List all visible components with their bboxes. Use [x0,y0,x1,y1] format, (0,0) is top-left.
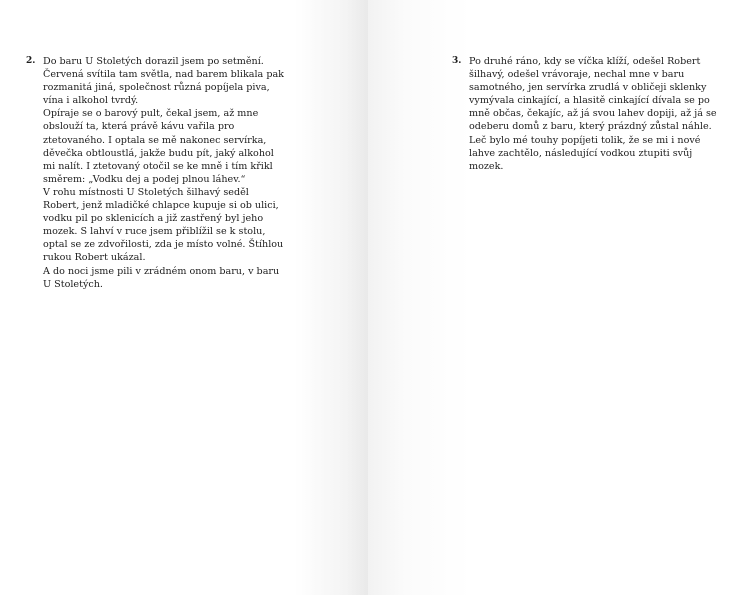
text-line: samotného, jen servírka zrudlá v obličeji sklenky [469,82,707,94]
text-line: Červená svítila tam světla, nad barem blikala pak [43,69,284,81]
text-line: Do baru U Stoletých dorazil jsem po setmění. [43,56,264,67]
section-text [43,55,284,291]
text-line: Po druhé ráno, kdy se víčka klíží, odešel Robert [469,56,701,67]
text-line: A do noci jsme pili v zrádném onom baru, v baru [43,265,280,277]
text-line: vína i alkohol tvrdý. [43,95,139,107]
text-line: odeberu domů z baru, který prázdný zůstal náhle. [469,121,712,133]
text-line: lahve zachtělo, následující vodkou ztupiti svůj [469,147,693,159]
text-line: směrem: „Vodku dej a podej plnou láhev.“ [43,173,246,185]
text-line: Robert, jenž mladičké chlapce kupuje si ob ulici, [43,200,279,212]
text-line: optal se ze zdvořilosti, zda je místo volné. Štíhlou [43,239,284,251]
text-line: vodku pil po sklenicích a již zastřený byl jeho [43,213,264,225]
text-line: rozmanitá jiná, společnost různá popíjela piva, [43,82,270,94]
section-number: 2. [26,56,36,66]
text-line: ztetovaného. I optala se mě nakonec servírka, [43,134,267,146]
text-line: mi nalít. I ztetovaný otočil se ke mně i tím křikl [43,160,273,172]
text-line: děvečka obtloustlá, jakže budu pít, jaký alkohol [43,147,274,159]
text-line: mozek. [469,160,504,172]
text-line: mně občas, čekajíc, až já svou lahev dopiji, až já se [469,108,717,120]
text-line: mozek. S lahví v ruce jsem přiblížil se k stolu, [43,226,266,238]
text-line: vymývala cinkající, a hlasitě cinkající dívala se po [469,95,710,107]
section-number: 3. [452,56,462,66]
section-text [469,55,717,173]
text-line: Opíraje se o barový pult, čekal jsem, až mne [43,108,259,120]
left-page [0,0,368,595]
text-line: rukou Robert ukázal. [43,252,146,264]
text-line: V rohu místnosti U Stoletých šilhavý seděl [43,186,249,198]
text-line: U Stoletých. [43,278,103,290]
text-line: obslouží ta, která právě kávu vařila pro [43,121,235,133]
text-line: šilhavý, odešel vrávoraje, nechal mne v baru [469,69,685,81]
text-line: Leč bylo mé touhy popíjeti tolik, že se mi i nové [469,134,701,146]
right-page [368,0,737,595]
